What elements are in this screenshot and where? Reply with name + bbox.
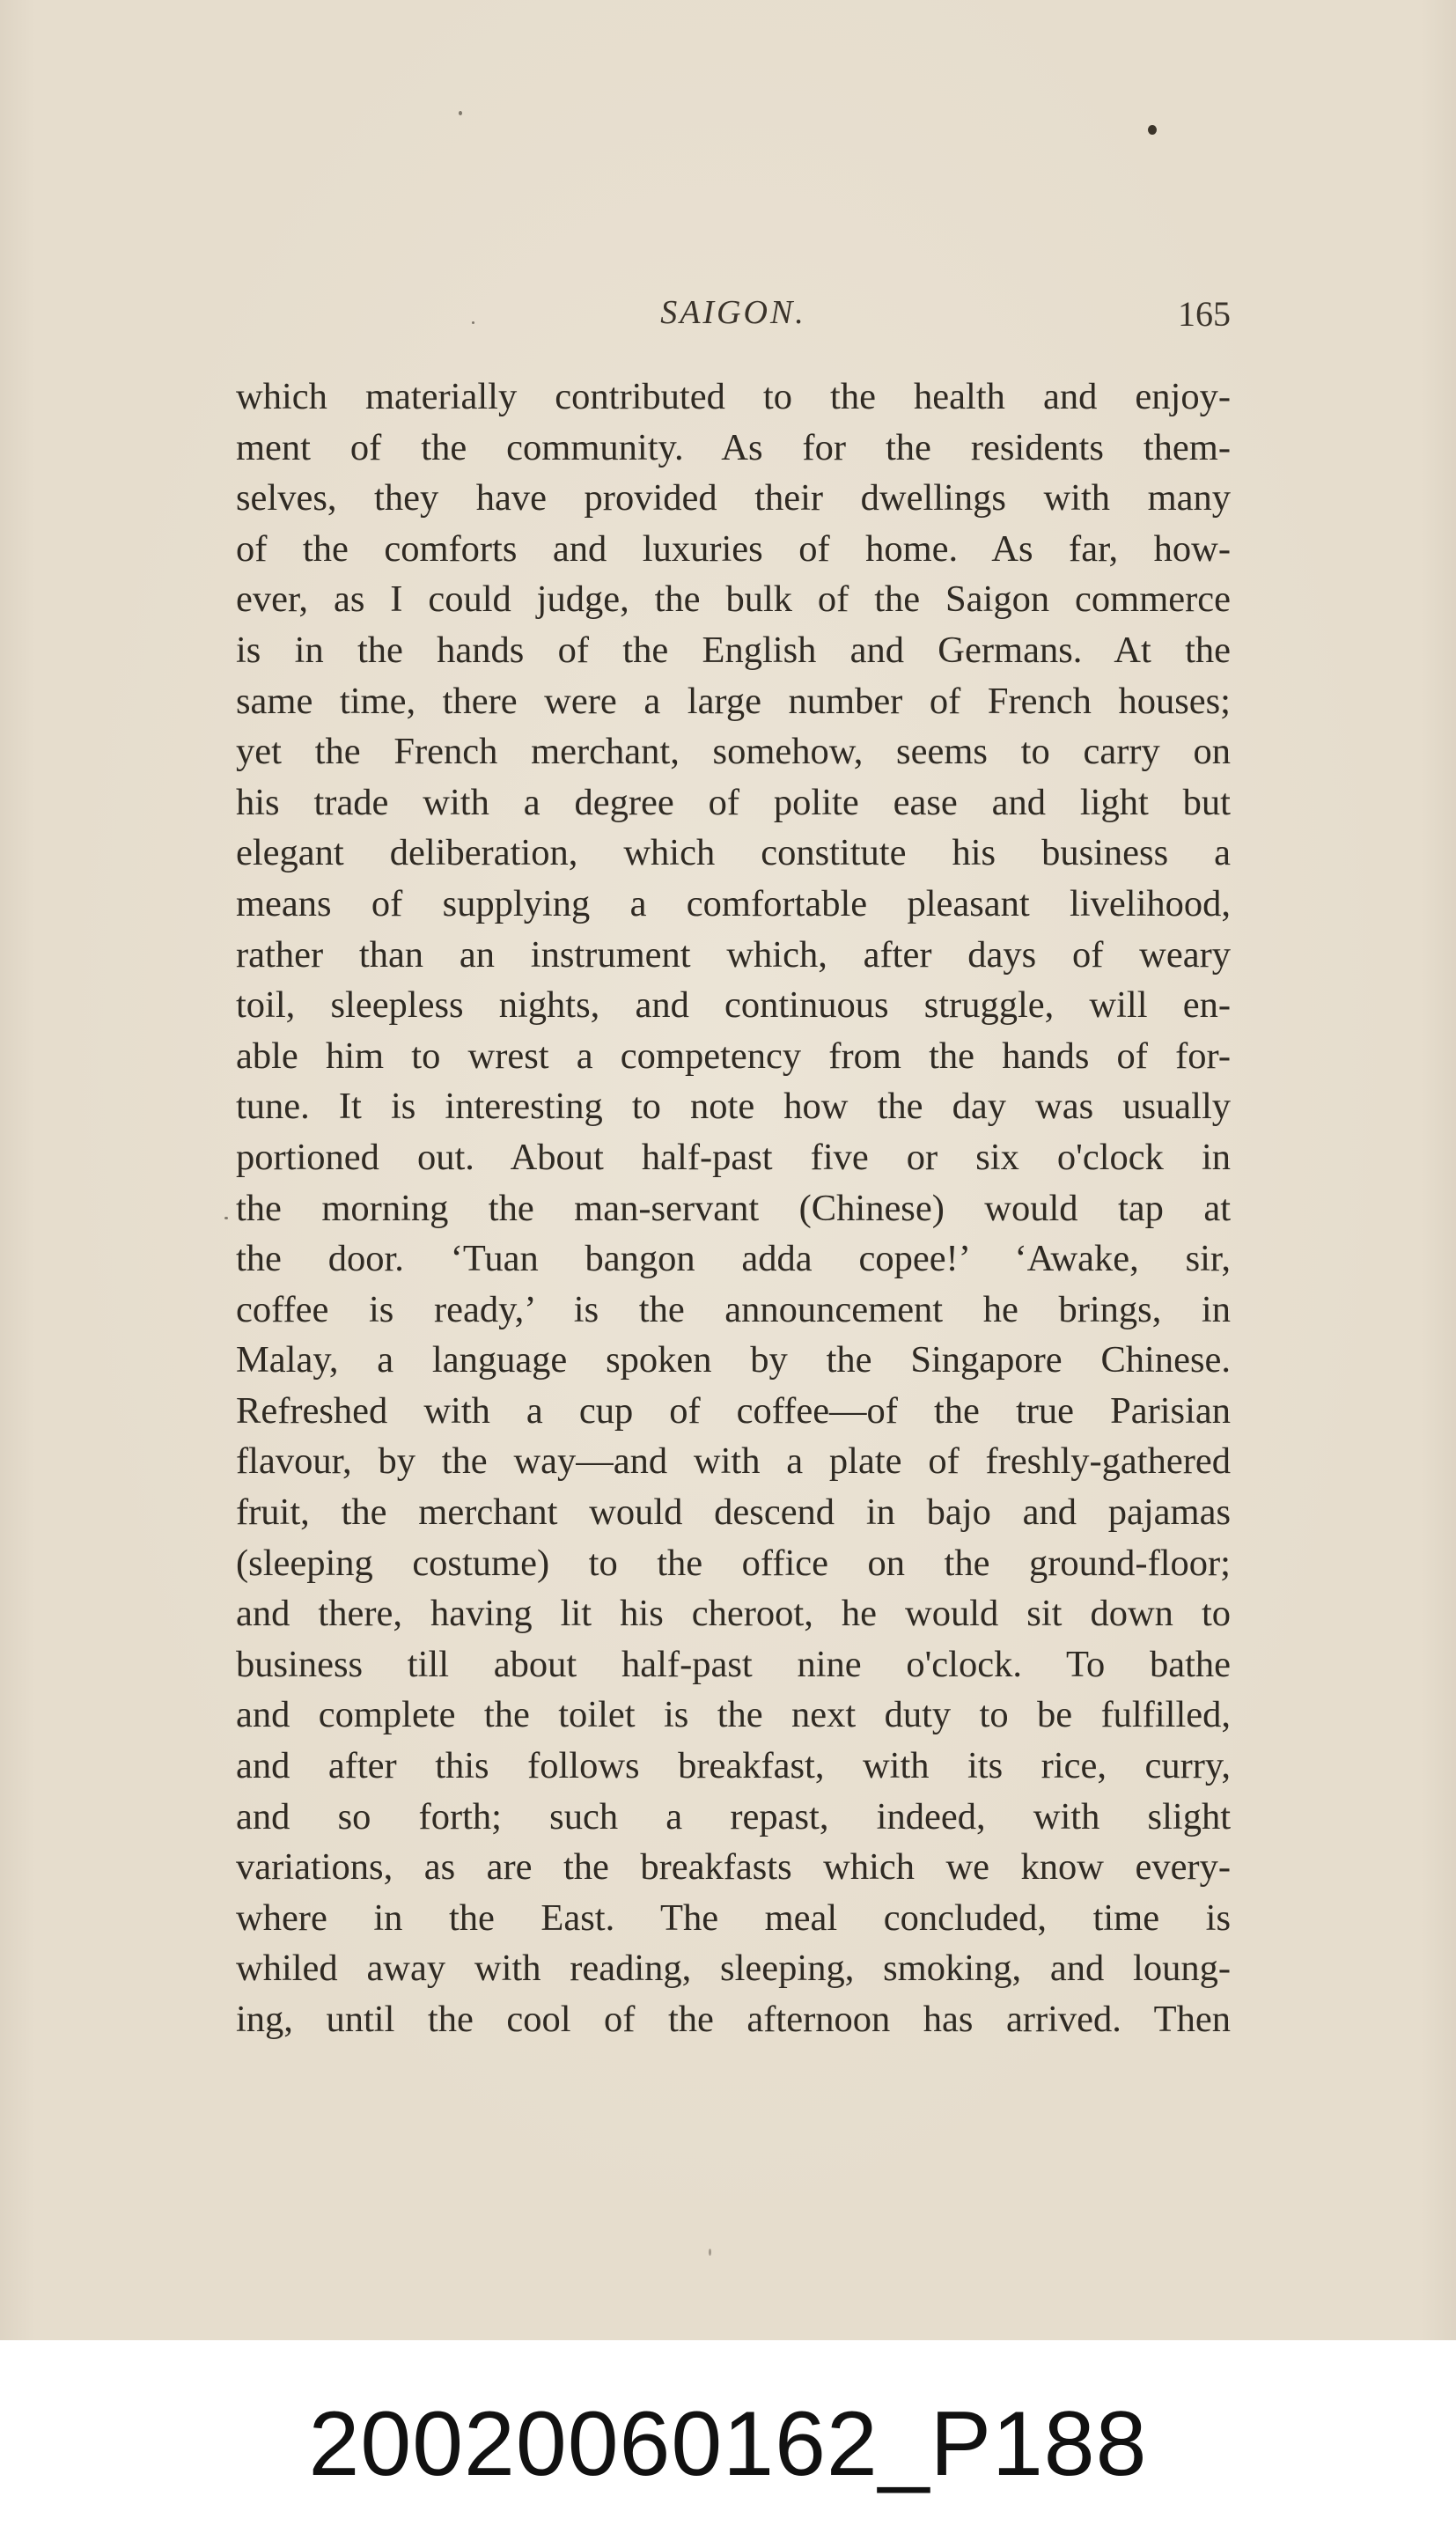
text-line: flavour, by the way—and with a plate of freshly-gathered	[236, 1440, 1231, 1483]
text-line: tune. It is interesting to note how the day was usually	[236, 1086, 1231, 1128]
text-line: able him to wrest a competency from the hands of for-	[236, 1035, 1231, 1077]
body-text	[236, 372, 1231, 2045]
text-line: yet the French merchant, somehow, seems to carry on	[236, 731, 1231, 773]
text-line: his trade with a degree of polite ease and light but	[236, 781, 1231, 823]
text-line: ing, until the cool of the afternoon has arrived. Then	[236, 1999, 1231, 2040]
text-line: business till about half-past nine o'clock. To bathe	[236, 1643, 1231, 1685]
ink-speck	[709, 2249, 711, 2256]
text-line: and complete the toilet is the next duty to be fulfilled,	[236, 1694, 1231, 1736]
text-line: is in the hands of the English and Germans. At the	[236, 629, 1231, 671]
text-line: the morning the man-servant (Chinese) would tap at	[236, 1187, 1231, 1229]
text-line: (sleeping costume) to the office on the ground-floor;	[236, 1542, 1231, 1584]
text-line: coffee is ready,’ is the announcement he brings, in	[236, 1288, 1231, 1330]
text-line: toil, sleepless nights, and continuous struggle, will en-	[236, 984, 1231, 1027]
text-line: same time, there were a large number of French houses;	[236, 680, 1231, 722]
text-line: and there, having lit his cheroot, he would sit down to	[236, 1593, 1231, 1635]
text-line: the door. ‘Tuan bangon adda copee!’ ‘Awake, sir,	[236, 1238, 1231, 1280]
text-line: elegant deliberation, which constitute his business a	[236, 832, 1231, 874]
text-line: fruit, the merchant would descend in bajo and pajamas	[236, 1491, 1231, 1534]
text-line: means of supplying a comfortable pleasant livelihood,	[236, 882, 1231, 924]
text-line: whiled away with reading, sleeping, smoking, and loung-	[236, 1948, 1231, 1990]
text-line: selves, they have provided their dwellings with many	[236, 477, 1231, 519]
text-line: rather than an instrument which, after days of weary	[236, 933, 1231, 976]
text-line: and so forth; such a repast, indeed, with slight	[236, 1795, 1231, 1837]
page-number: 165	[1178, 294, 1231, 334]
running-head	[236, 293, 1231, 346]
text-line: and after this follows breakfast, with its rice, curry,	[236, 1745, 1231, 1787]
catalog-id-label: 20020060162_P188	[308, 2392, 1148, 2495]
text-line: which materially contributed to the health and enjoy-	[236, 376, 1231, 417]
text-line: portioned out. About half-past five or six o'clock in	[236, 1136, 1231, 1178]
ink-speck	[1148, 125, 1157, 135]
ink-speck	[224, 1217, 228, 1219]
text-line: variations, as are the breakfasts which we know every-	[236, 1846, 1231, 1889]
running-title: SAIGON.	[660, 294, 806, 331]
ink-speck	[459, 111, 462, 115]
text-line: ment of the community. As for the residents them-	[236, 426, 1231, 468]
text-line: Malay, a language spoken by the Singapore Chinese.	[236, 1339, 1231, 1381]
text-line: ever, as I could judge, the bulk of the Saigon commerce	[236, 578, 1231, 621]
text-line: Refreshed with a cup of coffee—of the true Parisian	[236, 1389, 1231, 1432]
text-line: where in the East. The meal concluded, time is	[236, 1896, 1231, 1939]
text-line: of the comforts and luxuries of home. As far, how-	[236, 527, 1231, 570]
